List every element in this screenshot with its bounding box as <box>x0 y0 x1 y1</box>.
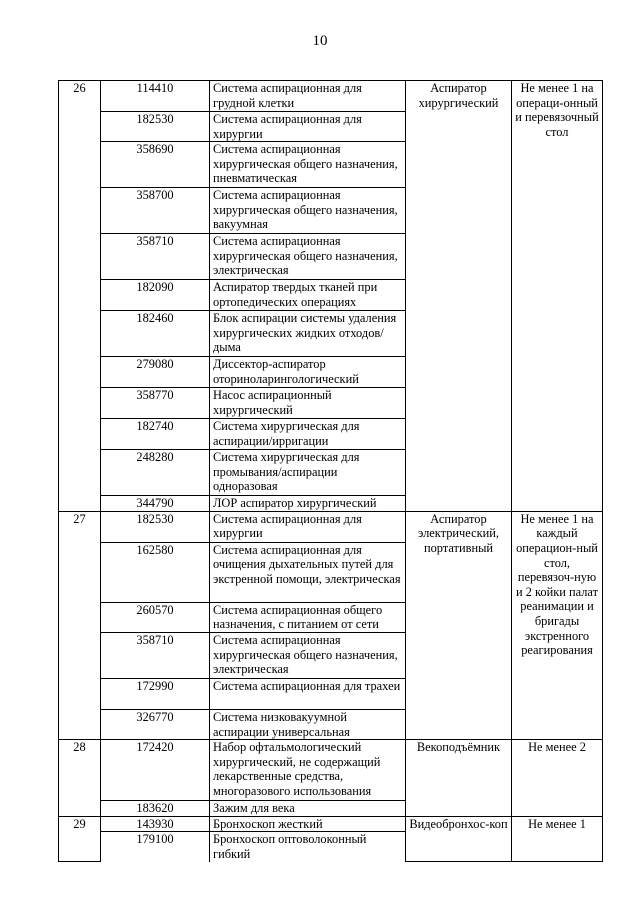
item-code: 182530 <box>101 112 210 142</box>
device-type: Векоподъёмник <box>406 740 512 817</box>
device-type: Аспиратор электрический, портативный <box>406 511 512 739</box>
item-name: Система низковакуумной аспирации универсальная <box>210 709 406 739</box>
item-code: 358710 <box>101 632 210 678</box>
item-code: 172420 <box>101 740 210 801</box>
item-name: Система аспирационная общего назначения, с питанием от сети <box>210 602 406 632</box>
group-number: 26 <box>59 81 101 512</box>
item-code: 358700 <box>101 188 210 234</box>
table-row <box>59 740 603 801</box>
equipment-table-body <box>59 81 603 862</box>
page-number: 10 <box>312 33 328 49</box>
item-code: 182740 <box>101 419 210 450</box>
item-name: Система хирургическая для аспирации/ирригации <box>210 419 406 450</box>
item-name: Система аспирационная хирургическая общего назначения, электрическая <box>210 234 406 280</box>
device-type: Видеобронхос-коп <box>406 816 512 862</box>
item-name: Диссектор-аспиратор оториноларингологический <box>210 357 406 388</box>
item-code: 183620 <box>101 801 210 817</box>
item-name: Система аспирационная для хирургии <box>210 112 406 142</box>
item-code: 143930 <box>101 816 210 832</box>
table-row <box>59 81 603 112</box>
item-name: Аспиратор твердых тканей при ортопедических операциях <box>210 280 406 311</box>
required-quantity: Не менее 1 <box>512 816 603 862</box>
table-row <box>59 511 603 542</box>
item-code: 279080 <box>101 357 210 388</box>
group-number: 28 <box>59 740 101 817</box>
item-code: 182530 <box>101 511 210 542</box>
item-name: Насос аспирационный хирургический <box>210 388 406 419</box>
item-name: Система аспирационная для трахеи <box>210 678 406 709</box>
item-name: Набор офтальмологический хирургический, не содержащий лекарственные средства, многоразового использования <box>210 740 406 801</box>
item-name: Система аспирационная для хирургии <box>210 511 406 542</box>
item-code: 248280 <box>101 450 210 496</box>
item-code: 326770 <box>101 709 210 739</box>
item-name: Система аспирационная для грудной клетки <box>210 81 406 112</box>
item-name: Бронхоскоп оптоволоконный гибкий <box>210 832 406 862</box>
item-code: 182460 <box>101 311 210 357</box>
item-code: 358690 <box>101 142 210 188</box>
group-number: 27 <box>59 511 101 739</box>
item-name: Система аспирационная для очищения дыхательных путей для экстренной помощи, электрическая <box>210 542 406 602</box>
item-code: 162580 <box>101 542 210 602</box>
required-quantity: Не менее 1 на каждый операцион-ный стол, перевязоч-ную и 2 койки палат реанимации и бригады экстренного реагирования <box>512 511 603 739</box>
item-name: ЛОР аспиратор хирургический <box>210 496 406 512</box>
item-name: Блок аспирации системы удаления хирургических жидких отходов/дыма <box>210 311 406 357</box>
table-row <box>59 816 603 832</box>
device-type: Аспиратор хирургический <box>406 81 512 512</box>
item-code: 114410 <box>101 81 210 112</box>
item-code: 260570 <box>101 602 210 632</box>
group-number: 29 <box>59 816 101 862</box>
equipment-table <box>58 80 603 862</box>
item-code: 182090 <box>101 280 210 311</box>
item-name: Система аспирационная хирургическая общего назначения, вакуумная <box>210 188 406 234</box>
item-name: Система аспирационная хирургическая общего назначения, электрическая <box>210 632 406 678</box>
item-code: 344790 <box>101 496 210 512</box>
item-code: 172990 <box>101 678 210 709</box>
item-code: 358710 <box>101 234 210 280</box>
item-name: Зажим для века <box>210 801 406 817</box>
required-quantity: Не менее 1 на операци-онный и перевязочный стол <box>512 81 603 512</box>
item-name: Бронхоскоп жесткий <box>210 816 406 832</box>
item-name: Система аспирационная хирургическая общего назначения, пневматическая <box>210 142 406 188</box>
required-quantity: Не менее 2 <box>512 740 603 817</box>
item-code: 179100 <box>101 832 210 862</box>
item-name: Система хирургическая для промывания/аспирации одноразовая <box>210 450 406 496</box>
item-code: 358770 <box>101 388 210 419</box>
